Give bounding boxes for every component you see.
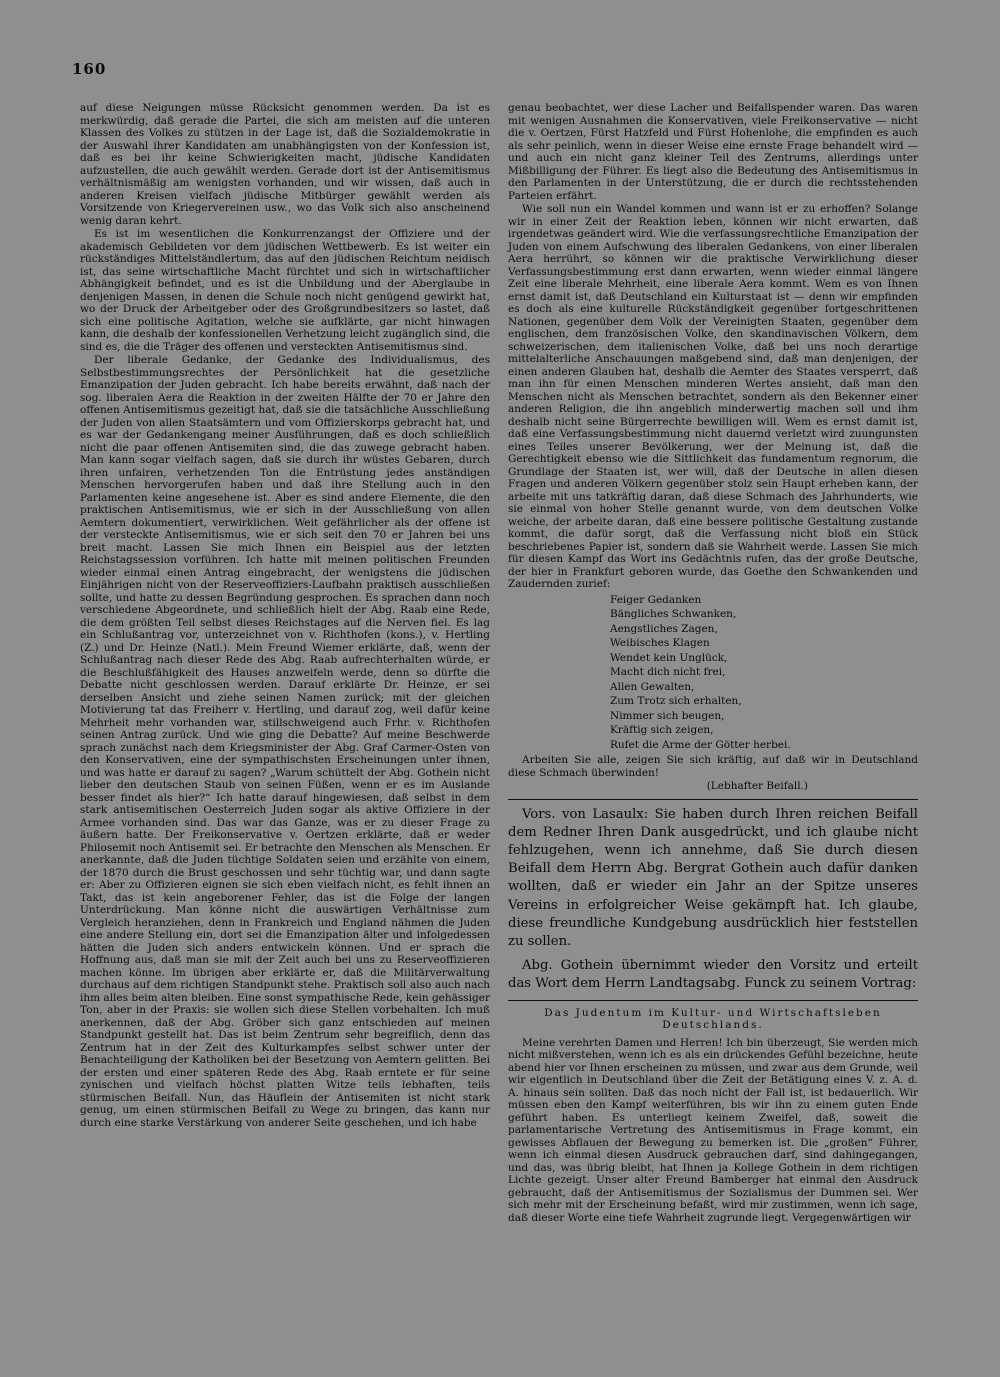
poem-line: Zum Trotz sich erhalten, [610, 695, 742, 707]
poem-line: Allen Gewalten, [610, 680, 695, 693]
paragraph: genau beobachtet, wer diese Lacher und Beifallspender waren. Das waren mit wenigen Ausnahmen die Konservativen, viele Freikonservative — nicht die v. Oertzen, Fürst Hatzfeld und Fürst Hohenlohe, die empfinden es auch als sehr peinlich, wenn in dieser Weise eine ernste Frage behandelt wird — und auch ein nicht ganz kleiner Teil des Zentrums, allerdings unter Mißbilligung der Führer. Es liegt also die Bedeutung des Antisemitismus in den Parlamenten in der Unterstützung, die er durch die rechtsstehenden Parteien erfährt. [508, 102, 918, 202]
poem-line: Macht dich nicht frei, [610, 666, 726, 678]
gothein-remarks: Abg. Gothein übernimmt wieder den Vorsitz und erteilt das Wort dem Herrn Landtagsabg. Funck zu seinem Vortrag: [508, 958, 918, 992]
divider [508, 1000, 918, 1001]
left-column [80, 102, 490, 1130]
page-number: 160 [72, 60, 107, 78]
poem-line: Bängliches Schwanken, [610, 608, 737, 620]
paragraph: Arbeiten Sie alle, zeigen Sie sich kräftig, auf daß wir in Deutschland diese Schmach überwinden! [508, 754, 918, 779]
poem-line: Wendet kein Unglück, [610, 651, 728, 664]
poem-line: Aengstliches Zagen, [610, 622, 718, 635]
paragraph: Meine verehrten Damen und Herren! Ich bin überzeugt, Sie werden mich nicht mißverstehen, wenn ich es als ein drückendes Gefühl bezeichne, heute abend hier vor Ihnen erscheinen zu müssen, und zwar aus dem Grunde, weil wir eigentlich in Deutschland über die Zeit der Betätigung eines V. z. A. d. A. hinaus sein sollten. Daß das noch nicht der Fall ist, ist bedauerlich. Wir müssen eben den Kampf weiterführen, bis wir ihn zu einem guten Ende geführt haben. Es unterliegt keinem Zweifel, daß, soweit die parlamentarische Vertretung des Antisemitismus in Frage kommt, ein gewisses Abflauen der Bewegung zu bemerken ist. Die „großen“ Führer, wenn ich einmal diesen Ausdruck gebrauchen darf, sind dahingegangen, und das, was übrig bleibt, hat Ihnen ja Kollege Gothein in dem richtigen Lichte gezeigt. Unser alter Freund Bamberger hat einmal den Ausdruck gebraucht, daß der Antisemitismus der Sozialismus der Dummen sei. Wer sich mehr mit der Erscheinung befaßt, wird mir zustimmen, wenn ich sage, daß dieser Worte eine tiefe Wahrheit zugrunde liegt. Vergegenwärtigen wir [508, 1036, 918, 1224]
poem-line: Nimmer sich beugen, [610, 709, 725, 722]
poem-line: Weibisches Klagen [610, 637, 710, 649]
chair-remarks: Vors. von Lasaulx: Sie haben durch Ihren reichen Beifall dem Redner Ihren Dank ausgedrückt, und ich glaube nicht fehlzugehen, wenn ich annehme, daß Sie durch diesen Beifall dem Herrn Abg. Bergrat Gothein auch dafür danken wollten, daß er wieder ein Jahr an der Spitze unseres Vereins in erfolgreicher Weise gekämpft hat. Ich glaube, diese freundliche Kundgebung ausdrücklich hier feststellen zu sollen. [508, 806, 918, 949]
paragraph: Wie soll nun ein Wandel kommen und wann ist er zu erhoffen? Solange wir in einer Zeit der Reaktion leben, können wir nicht erwarten, daß irgendetwas geändert wird. Wie die verfassungsrechtliche Emanzipation der Juden von einem Aufschwung des liberalen Gedankens, von einer liberalen Aera herrührt, so können wir die praktische Verwirklichung dieser Verfassungsbestimmung erst dann erwarten, wenn wieder einmal längere Zeit eine liberale Mehrheit, eine liberale Aera kommt. Wem es von Ihnen ernst damit ist, daß Deutschland ein Kulturstaat ist — denn wir empfinden es doch als eine kulturelle Rückständigkeit gegenüber fortgeschrittenen Nationen, gegenüber dem Volk der Vereinigten Staaten, gegenüber dem englischen, dem französischen Volke, den skandinavischen Völkern, dem schweizerischen, dem italienischen Volke, daß bei uns noch derartige mittelalterliche Anschauungen maßgebend sind, daß man denjenigen, der einen anderen Glauben hat, deshalb die Aemter des Staates versperrt, daß man ihn für einen Menschen minderen Wertes ansieht, daß man den Menschen nicht als Menschen betrachtet, sondern als den Bekenner einer anderen Religion, die ihn angeblich minderwertig machen soll und ihm deshalb nicht seine Bürgerrechte bewilligen will. Wem es ernst damit ist, daß eine Verfassungsbestimmung nicht dauernd verletzt wird zuungunsten eines Teiles unserer Bevölkerung, wer der Meinung ist, daß die Gerechtigkeit ebenso wie die Sittlichkeit das fundamentum regnorum, die Grundlage der Staaten ist, wer will, daß der Deutsche in allen diesen Fragen und anderen Völkern gegenüber stolz sein Haupt erheben kann, der arbeite mit uns tatkräftig daran, daß diese Schmach des Jahrhunderts, wie sie einmal von hoher Stelle genannt wurde, von dem deutschen Volke weiche, der arbeite daran, daß eine bessere politische Gestaltung zustande kommt, die dafür sorgt, daß die Verfassung nicht bloß ein Stück beschriebenes Papier ist, sondern daß sie Wahrheit werde. Lassen Sie mich für diesen Kampf das Wort ins Gedächtnis rufen, das der große Deutsche, der hier in Frankfurt geboren wurde, das Goethe den Schwankenden und Zaudernden zurief: [508, 203, 918, 590]
goethe-poem [610, 593, 918, 753]
paragraph: auf diese Neigungen müsse Rücksicht genommen werden. Da ist es merkwürdig, daß gerade die Partei, die sich am meisten auf die unteren Klassen des Volkes zu stützen in der Lage ist, daß die Sozialdemokratie in der Auswahl ihrer Kandidaten am unabhängigsten von der Konfession ist, daß es bei ihr keine Schwierigkeiten macht, jüdische Kandidaten aufzustellen, die auch gewählt werden. Gerade dort ist der Antisemitismus verhältnismäßig am wenigsten vorhanden, und wir wissen, daß auch in anderen Kreisen vielfach jüdische Mitbürger gewählt werden als Vorsitzende von Kriegervereinen usw., wo das Volk sich also anscheinend wenig daran kehrt. [80, 102, 490, 227]
poem-line: Rufet die Arme der Götter herbei. [610, 738, 791, 751]
divider [508, 799, 918, 800]
poem-line: Feiger Gedanken [610, 593, 702, 606]
applause-note: (Lebhafter Beifall.) [706, 780, 808, 792]
paragraph: Der liberale Gedanke, der Gedanke des Individualismus, des Selbstbestimmungsrechtes der Persönlichkeit hat die gesetzliche Emanzipation der Juden gebracht. Ich habe bereits erwähnt, daß nach der sog. liberalen Aera die Reaktion in der zweiten Hälfte der 70 er Jahre den offenen Antisemitismus gezeitigt hat, daß sie die tatsächliche Ausschließung der Juden von allen Staatsämtern und vom Offizierskorps gebracht hat, und es war der Gedankengang meiner Ausführungen, daß es doch schließlich nicht die paar offenen Antisemiten sind, die das zuwege gebracht haben. Man kann sogar vielfach sagen, daß sie durch ihr wüstes Gebaren, durch ihren unfairen, verhetzenden Ton die Entrüstung jedes anständigen Menschen hervorgerufen haben und daß ihre Stellung auch in den Parlamenten keine angesehene ist. Aber es sind andere Elemente, die den praktischen Antisemitismus, wie er sich in der Ausschließung von allen Aemtern dokumentiert, verwirklichen. Weit gefährlicher als der offene ist der versteckte Antisemitismus, wie er sich seit den 70 er Jahren bei uns breit macht. Lassen Sie mich Ihnen ein Beispiel aus der letzten Reichstagssession vorführen. Ich hatte mit meinen politischen Freunden wieder einmal einen Antrag eingebracht, der wenigstens die jüdischen Einjährigen nicht von der Reserveoffiziers-Laufbahn praktisch ausschließen sollte, und hatte zu dessen Begründung gesprochen. Es sprachen dann noch verschiedene Abgeordnete, und schließlich hielt der Abg. Raab eine Rede, die dem größten Teil selbst dieses Reichstages auf die Nerven fiel. Es lag ein Schlußantrag vor, unterzeichnet von v. Richthofen (kons.), v. Hertling (Z.) und Dr. Heinze (Natl.). Mein Freund Wiemer erklärte, daß, wenn der Schlußantrag nach dieser Rede des Abg. Raab aufrechterhalten würde, er die Beschlußfähigkeit des Hauses anzweifeln werde, denn so dürfte die Debatte nicht geschlossen werden. Darauf erklärte Dr. Heinze, er sei derselben Ansicht und ziehe seinen Namen zurück; mit der gleichen Motivierung tat das Freiherr v. Hertling, und darauf zog, weil dafür keine Mehrheit mehr vorhanden war, stillschweigend auch Frhr. v. Richthofen seinen Antrag zurück. Und wie ging die Debatte? Auf meine Beschwerde sprach zunächst nach dem Kriegsminister der Abg. Graf Carmer-Osten von den Konservativen, eine der sympathischsten Erscheinungen unter ihnen, und was hatte er darauf zu sagen? „Warum schüttelt der Abg. Gothein nicht lieber den deutschen Staub von seinen Füßen, wenn er es im Auslande besser findet als hier?“ Ich hatte darauf hingewiesen, daß selbst in dem stark antisemitischen Oesterreich Juden sogar als aktive Offiziere in der Armee vorhanden sind. Das war das Ganze, was er zu dieser Frage zu äußern hatte. Der Freikonservative v. Oertzen erklärte, daß er weder Philosemit noch Antisemit sei. Er betrachte den Menschen als Menschen. Er anerkannte, daß die Juden tüchtige Soldaten seien und erzählte von einem, der 1870 durch die Brust geschossen und sehr tüchtig war, und dann sagte er: Aber zu Offizieren eignen sie sich eben vielfach nicht, es fehlt ihnen an Takt, das ist kein angeborener Fehler, das ist die Folge der langen Unterdrückung. Man könne nicht die auswärtigen Verhältnisse zum Vergleich heranziehen, denn in Frankreich und England nähmen die Juden eine andere Stellung ein, dort sei die Emanzipation älter und infolgedessen hätten die Juden sich anders entwickeln können. Und er sprach die Hoffnung aus, daß man sie mit der Zeit auch bei uns zu Reserveoffizieren machen könne. Im übrigen aber erklärte er, daß die Militärverwaltung durchaus auf dem richtigen Standpunkt stehe. Praktisch soll also auch nach ihm alles beim alten bleiben. Eine sonst sympathische Rede, kein gehässiger Ton, aber in der Praxis: sie wollen sich diese Stellen vorbehalten. Ich muß anerkennen, daß der Abg. Gröber sich ganz entschieden auf meinen Standpunkt gestellt hat. Das ist beim Zentrum sehr begreiflich, denn das Zentrum hat in der Zeit des Kulturkampfes selbst schwer unter der Benachteiligung der Katholiken bei der Besetzung von Aemtern gelitten. Bei der ersten und einer späteren Rede des Abg. Raab erntete er für seine zynischen und vielfach höchst platten Witze teils lebhaften, teils stürmischen Beifall. Nun, das Häuflein der Antisemiten ist nicht stark genug, um einen stürmischen Beifall zu Wege zu bringen, das kann nur durch eine starke Verstärkung von anderer Seite geschehen, und ich habe [80, 354, 490, 1129]
paragraph: Es ist im wesentlichen die Konkurrenzangst der Offiziere und der akademisch Gebildeten vor dem jüdischen Wettbewerb. Es ist weiter ein rückständiges Mittelständlertum, das auf den jüdischen Reichtum neidisch ist, das seine wirtschaftliche Macht fürchtet und sich in wirtschaftlicher Abhängigkeit befindet, und es ist die Unbildung und der Aberglaube in denjenigen Massen, in denen die Schule noch nicht genügend gewirkt hat, wo der Druck der Arbeitgeber oder des Großgrundbesitzers so lastet, daß sich eine politische Agitation, welche sie aufklärte, gar nicht hinwagen kann, die deshalb der konfessionellen Verhetzung leicht zugänglich sind, die sind es, die die Träger des offenen und versteckten Antisemitismus sind. [80, 228, 490, 353]
poem-line: Kräftig sich zeigen, [610, 724, 714, 736]
right-column [508, 102, 918, 1225]
section-title: Das Judentum im Kultur- und Wirtschaftsleben Deutschlands. [544, 1006, 882, 1032]
